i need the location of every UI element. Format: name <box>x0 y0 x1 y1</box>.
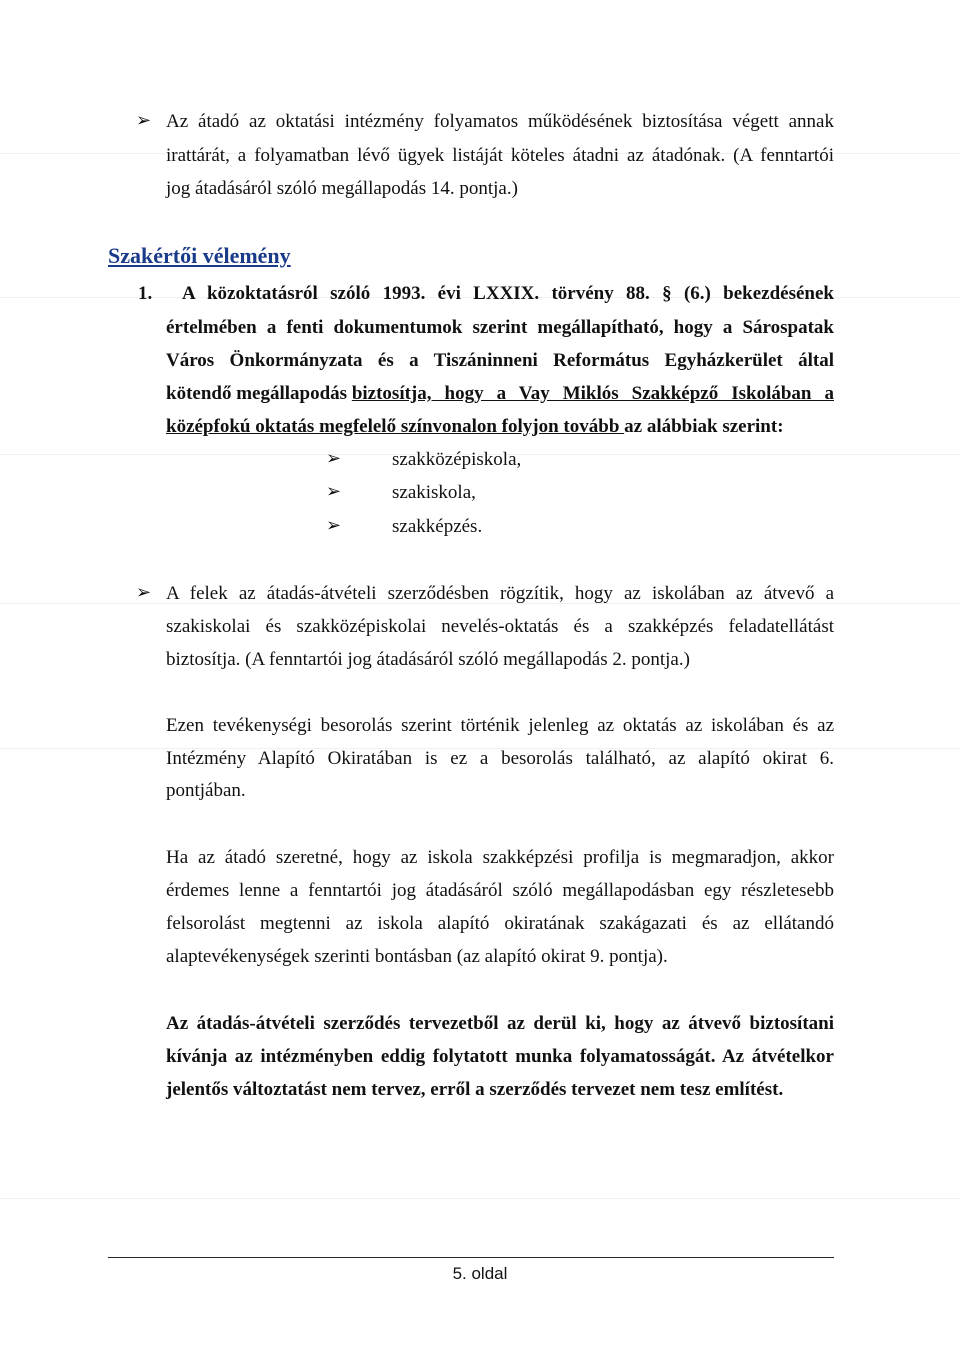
footer-divider <box>108 1257 834 1258</box>
text-line: Ezen tevékenységi besorolás szerint történik jelenleg az oktatás az iskolában és az <box>166 715 834 736</box>
text-segment: kötendő megállapodás <box>166 383 352 404</box>
section-heading: Szakértői vélemény <box>108 243 291 268</box>
text-line: Az átadás-átvételi szerződés tervezetből az derül ki, hogy az átvevő biztosítani <box>166 1013 834 1034</box>
text-line <box>166 383 834 405</box>
text-line: A felek az átadás-átvételi szerződésben rögzítik, hogy az iskolában az átvevő a <box>166 583 834 604</box>
arrow-bullet-icon: ➢ <box>326 448 342 468</box>
text-line: Intézmény Alapító Okiratában is ez a besorolás található, az alapító okirat 6. <box>166 748 834 769</box>
underlined-segment: középfokú oktatás megfelelő színvonalon folyjon tovább <box>166 416 625 437</box>
arrow-bullet-icon: ➢ <box>326 515 342 535</box>
text-line: érdemes lenne a fenntartói jog átadásáról szóló megállapodásban egy részletesebb <box>166 880 834 901</box>
text-line: A közoktatásról szóló 1993. évi LXXIX. törvény 88. § (6.) bekezdésének <box>182 283 834 304</box>
arrow-bullet-icon: ➢ <box>136 110 152 130</box>
text-line: kívánja az intézményben eddig folytatott munka folyamatosságát. Az átvételkor <box>166 1046 834 1067</box>
text-line <box>166 416 784 438</box>
list-item: szakiskola, <box>392 482 476 503</box>
text-line: jelentős változtatást nem tervez, erről a szerződés tervezet nem tesz említést. <box>166 1079 784 1100</box>
arrow-bullet-icon: ➢ <box>326 481 342 501</box>
text-line: értelmében a fenti dokumentumok szerint megállapítható, hogy a Sárospatak <box>166 317 834 338</box>
list-item: szakközépiskola, <box>392 449 522 470</box>
point-number: 1. <box>138 283 153 304</box>
text-line: Az átadó az oktatási intézmény folyamatos működésének biztosítása végett annak <box>166 111 834 132</box>
text-line: biztosítja. (A fenntartói jog átadásáról szóló megállapodás 2. pontja.) <box>166 649 690 670</box>
text-segment: az alábbiak szerint: <box>624 416 784 437</box>
arrow-bullet-icon: ➢ <box>136 582 152 602</box>
text-line: jog átadásáról szóló megállapodás 14. pontja.) <box>166 178 518 199</box>
underlined-segment: biztosítja, hogy a Vay Miklós Szakképző Iskolában a <box>351 383 834 404</box>
text-line: pontjában. <box>166 780 246 801</box>
text-line: irattárát, a folyamatban lévő ügyek listáját köteles átadni az átadónak. (A fenntartói <box>166 145 834 166</box>
text-line: felsorolást megtenni az iskola alapító okiratának szakágazati és az ellátandó <box>166 913 834 934</box>
text-line: Város Önkormányzata és a Tiszáninneni Református Egyházkerület által <box>166 350 834 371</box>
text-line: Ha az átadó szeretné, hogy az iskola szakképzési profilja is megmaradjon, akkor <box>166 847 834 868</box>
text-line: alaptevékenységek szerinti bontásban (az alapító okirat 9. pontja). <box>166 946 668 967</box>
scan-line <box>0 1198 960 1199</box>
text-line: szakiskolai és szakközépiskolai nevelés-oktatás és a szakképzés feladatellátást <box>166 616 834 637</box>
list-item: szakképzés. <box>392 516 483 537</box>
page-number: 5. oldal <box>452 1264 508 1283</box>
